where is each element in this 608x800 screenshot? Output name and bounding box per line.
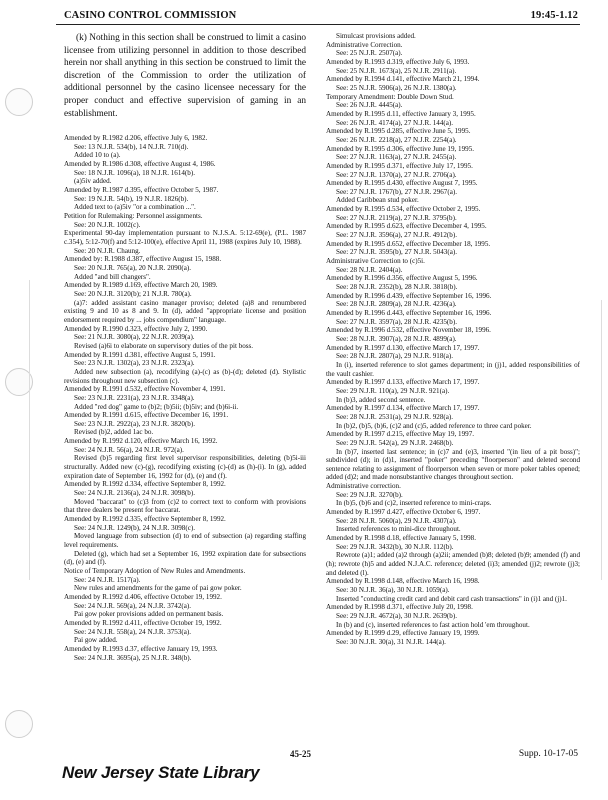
history-note: (a)7: added assistant casino manager proviso; deleted (a)8 and renumbered existing 9 and 10 as 8 and 9. In (d), added "appropriate license and position endorsement required by ... jobs compendium" language.	[64, 298, 306, 324]
history-note: See: 24 N.J.R. 558(a), 24 N.J.R. 3753(a).	[74, 627, 192, 636]
running-header	[56, 6, 580, 25]
history-note: New rules and amendments for the game of pai gow poker.	[74, 584, 242, 593]
header-title: CASINO CONTROL COMMISSION	[64, 10, 237, 21]
history-note: Revised (b)5 regarding first level supervisor responsibilities, deleting (b)5i-iii structurally. Added new (c)-(g), recodifying existing (c)-(d) as (h)-(i). In (g), added expiration date of September 16, 1992 for (d), (e) and (f).	[64, 454, 306, 480]
history-note: Amended by R.1998 d.148, effective March 16, 1998.	[326, 577, 480, 586]
history-note: Amended by R.1995 d.652, effective December 18, 1995.	[326, 239, 491, 248]
history-note: See: 23 N.J.R. 2231(a), 23 N.J.R. 3348(a).	[74, 393, 195, 402]
history-note: Pai gow added.	[74, 636, 118, 645]
punch-hole	[5, 88, 33, 116]
history-note: Moved language from subsection (d) to end of subsection (a) regarding staffing level requirements.	[64, 532, 306, 549]
history-note: Revised (a)6i to elaborate on supervisory duties of the pit boss.	[74, 341, 254, 350]
history-note: Experimental 90-day implementation pursuant to N.J.S.A. 5:12-69(e), (P.L. 1987 c.354), 5:12-70(f) and 5:12-100(e), effective April 11, 1988 (expires July 10, 1988).	[64, 229, 306, 247]
history-note: Amended by R.1992 d.406, effective October 19, 1992.	[64, 592, 222, 601]
history-note: In (i), inserted reference to slot games department; in (j)1, added responsibilities of the vault cashier.	[326, 360, 580, 378]
right-column	[326, 32, 580, 647]
history-note: (a)5iv added.	[74, 177, 112, 186]
history-note: Amended by R.1989 d.169, effective March 20, 1989.	[64, 281, 218, 290]
history-note: See: 19 N.J.R. 54(b), 19 N.J.R. 1826(b).	[74, 194, 189, 203]
history-note: See: 26 N.J.R. 4445(a).	[336, 101, 403, 110]
history-note: Administrative Correction to (c)5i.	[326, 257, 425, 266]
history-note: See: 28 N.J.R. 5060(a), 29 N.J.R. 4307(a).	[336, 516, 457, 525]
history-note: Amended by R.1990 d.323, effective July 2, 1990.	[64, 324, 208, 333]
history-note: Amended by R.1991 d.615, effective December 16, 1991.	[64, 411, 229, 420]
history-note: Inserted references to mini-dice throughout.	[336, 525, 461, 534]
history-note: See: 26 N.J.R. 4174(a), 27 N.J.R. 144(a).	[336, 118, 454, 127]
history-note: See: 21 N.J.R. 3080(a), 22 N.J.R. 2039(a).	[74, 333, 195, 342]
history-note: See: 20 N.J.R. Chaung.	[74, 246, 141, 255]
history-note: Added Caribbean stud poker.	[336, 196, 419, 205]
history-note: See: 27 N.J.R. 1370(a), 27 N.J.R. 2706(a).	[336, 170, 457, 179]
history-note: See: 20 N.J.R. 3120(b); 21 N.J.R. 780(a).	[74, 289, 192, 298]
history-note: Added 10 to (a).	[74, 151, 121, 160]
history-note: See: 28 N.J.R. 2531(a), 29 N.J.R. 928(a).	[336, 412, 454, 421]
history-note: Amended by R.1998 d.371, effective July 20, 1998.	[326, 603, 473, 612]
history-note: Amended by R.1995 d.430, effective August 7, 1995.	[326, 179, 478, 188]
history-note: See: 13 N.J.R. 534(b), 14 N.J.R. 710(d).	[74, 142, 189, 151]
history-note: See: 28 N.J.R. 2807(a), 29 N.J.R. 918(a).	[336, 352, 454, 361]
history-note: Rewrote (a)1; added (a)2 through (a)2ii; amended (b)8; deleted (b)9; amended (f) and (h); rewrote (h)5 and added N.J.A.C. reference; deleted (i)3; amended (j)2; rewrote (j)3; and deleted (l).	[326, 551, 580, 577]
history-note: Administrative correction.	[326, 482, 401, 491]
history-note: Amended by R.1995 d.371, effective July 17, 1995.	[326, 161, 473, 170]
history-note: Amended by R.1997 d.215, effective May 19, 1997.	[326, 430, 475, 439]
history-note: See: 25 N.J.R. 2507(a).	[336, 49, 403, 58]
history-note: Petition for Rulemaking: Personnel assignments.	[64, 212, 203, 221]
history-notes-right	[326, 32, 580, 647]
history-note: See: 29 N.J.R. 110(a), 29 N.J.R. 921(a).	[336, 386, 450, 395]
history-note: Amended by R.1995 d.306, effective June 19, 1995.	[326, 144, 475, 153]
history-note: Amended by R.1993 d.319, effective July 6, 1993.	[326, 57, 470, 66]
history-note: See: 25 N.J.R. 1673(a), 25 N.J.R. 2911(a).	[336, 66, 457, 75]
history-note: Amended by R.1993 d.37, effective January 19, 1993.	[64, 644, 218, 653]
page-number: 45-25	[290, 749, 311, 759]
history-note: Added text to (a)5iv "or a combination ...".	[74, 203, 196, 212]
history-note: Simulcast provisions added.	[336, 32, 416, 40]
history-note: Amended by R.1995 d.11, effective January 3, 1995.	[326, 109, 476, 118]
history-note: Amended by R.1996 d.443, effective September 16, 1996.	[326, 309, 492, 317]
history-note: See: 20 N.J.R. 765(a), 20 N.J.R. 2090(a).	[74, 264, 192, 272]
history-note: Amended by R.1991 d.381, effective August 5, 1991.	[64, 350, 216, 359]
history-note: See: 24 N.J.R. 1249(b), 24 N.J.R. 3098(c).	[74, 523, 195, 532]
history-note: Amended by R.1992 d.411, effective October 19, 1992.	[64, 618, 222, 627]
history-note: Amended by R.1996 d.532, effective November 18, 1996.	[326, 326, 491, 335]
history-note: Administrative Correction.	[326, 40, 403, 49]
history-note: See: 26 N.J.R. 2218(a), 27 N.J.R. 2254(a).	[336, 135, 457, 144]
history-note: See: 25 N.J.R. 5906(a), 26 N.J.R. 1380(a).	[336, 83, 457, 92]
history-note: Amended by R.1986 d.308, effective August 4, 1986.	[64, 160, 216, 169]
history-note: See: 28 N.J.R. 2352(b), 28 N.J.R. 3818(b).	[336, 283, 458, 292]
history-note: Amended by R.1995 d.623, effective December 4, 1995.	[326, 222, 487, 231]
history-note: See: 30 N.J.R. 36(a), 30 N.J.R. 1059(a).	[336, 586, 450, 594]
history-note: In (b) and (c), inserted references to fast action hold 'em throughout.	[336, 620, 530, 629]
history-note: See: 24 N.J.R. 2136(a), 24 N.J.R. 3098(b).	[74, 489, 195, 498]
history-note: Added new subsection (a), recodifying (a)-(c) as (b)-(d); deleted (d). Stylistic revisions throughout new subsection (c).	[64, 367, 306, 385]
history-note: See: 27 N.J.R. 2119(a), 27 N.J.R. 3795(b).	[336, 213, 457, 222]
history-note: Amended by: R.1988 d.387, effective August 15, 1988.	[64, 255, 222, 264]
history-note: See: 24 N.J.R. 56(a), 24 N.J.R. 972(a).	[74, 445, 184, 454]
history-note: Moved "baccarat" to (c)3 from (c)2 to correct text to conform with provisions that three dealers be present for baccarat.	[64, 497, 306, 515]
history-note: See: 28 N.J.R. 2809(a), 28 N.J.R. 4236(a).	[336, 300, 457, 309]
history-note: See: 23 N.J.R. 1302(a), 23 N.J.R. 2323(a).	[74, 359, 195, 368]
history-note: Amended by R.1995 d.285, effective June 5, 1995.	[326, 127, 471, 136]
history-note: Notice of Temporary Adoption of New Rules and Amendments.	[64, 566, 246, 575]
history-note: See: 27 N.J.R. 3596(a), 27 N.J.R. 4912(b).	[336, 231, 457, 240]
history-note: See: 28 N.J.R. 3907(a), 28 N.J.R. 4899(a).	[336, 334, 457, 343]
history-note: Amended by R.1996 d.439, effective September 16, 1996.	[326, 291, 492, 300]
history-note: Amended by R.1991 d.532, effective November 4, 1991.	[64, 385, 226, 394]
scan-margin-mark	[29, 280, 34, 580]
history-note: Amended by R.1997 d.130, effective March 17, 1997.	[326, 343, 480, 352]
history-note: Amended by R.1992 d.335, effective September 8, 1992.	[64, 515, 226, 524]
history-note: See: 29 N.J.R. 542(a), 29 N.J.R. 2468(b).	[336, 438, 454, 447]
history-note: See: 27 N.J.R. 1163(a), 27 N.J.R. 2455(a).	[336, 153, 457, 162]
header-section-number: 19:45-1.12	[530, 10, 578, 21]
history-note: Deleted (g), which had set a September 16, 1992 expiration date for subsections (d), (e) and (f).	[64, 549, 306, 567]
history-note: Amended by R.1994 d.141, effective March 21, 1994.	[326, 75, 480, 84]
history-note: Amended by R.1992 d.334, effective September 8, 1992.	[64, 480, 226, 489]
history-note: Amended by R.1987 d.395, effective October 5, 1987.	[64, 186, 219, 195]
history-note: See: 20 N.J.R. 1002(c).	[74, 220, 141, 229]
scan-margin-mark	[597, 300, 602, 580]
history-note: Amended by R.1996 d.356, effective August 5, 1996.	[326, 274, 478, 283]
history-note: See: 27 N.J.R. 1767(b), 27 N.J.R. 2967(a).	[336, 187, 457, 196]
history-note: Temporary Amendment: Double Down Stud.	[326, 92, 454, 101]
library-stamp: New Jersey State Library	[62, 763, 260, 782]
history-note: See: 18 N.J.R. 1096(a), 18 N.J.R. 1614(b).	[74, 168, 195, 177]
left-column	[64, 32, 306, 662]
history-note: See: 29 N.J.R. 4672(a), 30 N.J.R. 2639(b).	[336, 611, 457, 620]
history-note: See: 28 N.J.R. 2404(a).	[336, 265, 403, 274]
history-note: Amended by R.1995 d.534, effective October 2, 1995.	[326, 205, 481, 214]
history-note: See: 24 N.J.R. 1517(a).	[74, 575, 141, 584]
punch-hole	[5, 710, 33, 738]
history-note: Added "and bill changers".	[74, 272, 151, 281]
history-note: Amended by R.1982 d.206, effective July 6, 1982.	[64, 134, 208, 143]
history-note: Amended by R.1997 d.133, effective March 17, 1997.	[326, 378, 480, 387]
supplement-date: Supp. 10-17-05	[518, 749, 578, 759]
history-note: Pai gow poker provisions added on permanent basis.	[74, 610, 224, 619]
history-note: Amended by R.1997 d.427, effective October 6, 1997.	[326, 508, 481, 517]
history-note: See: 27 N.J.R. 3597(a), 28 N.J.R. 4235(b).	[336, 317, 457, 326]
history-note: Amended by R.1992 d.120, effective March 16, 1992.	[64, 437, 218, 446]
history-note: In (b)3, added second sentence.	[336, 395, 426, 404]
history-note: In (b)5, (b)6 and (c)2, inserted reference to mini-craps.	[336, 499, 492, 508]
history-note: Amended by R.1997 d.134, effective March 17, 1997.	[326, 404, 480, 413]
history-notes-left	[64, 134, 306, 662]
history-note: See: 29 N.J.R. 3270(b).	[336, 490, 403, 499]
history-note: See: 29 N.J.R. 3432(b), 30 N.J.R. 112(b).	[336, 542, 454, 551]
history-note: See: 23 N.J.R. 2922(a), 23 N.J.R. 3820(b).	[74, 419, 195, 428]
history-note: See: 27 N.J.R. 3595(b), 27 N.J.R. 5043(a).	[336, 248, 457, 257]
history-note: In (b)7, inserted last sentence; in (c)7 and (e)3, inserted "(in lieu of a pit boss)"; subdivided (d); in (d)1, inserted "poker" preceding "floorperson" and deleted second sentence relating to assignment of floorperson when seven or more poker tables opened; added (d)2; and made nonsubstantive changes throughout section.	[326, 447, 580, 482]
history-note: Inserted "conducting credit card and debit card cash transactions" in (i)1 and (j)1.	[336, 594, 567, 603]
history-note: Amended by R.1999 d.29, effective January 19, 1999.	[326, 629, 480, 638]
history-note: Added "red dog" game to (b)2; (b)5ii; (b)5iv; and (b)6i-ii.	[74, 402, 239, 411]
history-note: Amended by R.1998 d.18, effective January 5, 1998.	[326, 534, 476, 543]
history-note: In (b)2, (b)5, (b)6, (c)2 and (c)5, added reference to three card poker.	[336, 421, 532, 430]
history-note: See: 30 N.J.R. 30(a), 31 N.J.R. 144(a).	[336, 637, 446, 646]
history-note: See: 24 N.J.R. 3695(a), 25 N.J.R. 348(b).	[74, 653, 192, 662]
history-note: See: 24 N.J.R. 569(a), 24 N.J.R. 3742(a).	[74, 601, 192, 610]
body-paragraph-k: (k) Nothing in this section shall be construed to limit a casino licensee from utilizing personnel in addition to those described herein nor shall anything in this section be construed to limit the discretion of the Commission to order the utilization of additional personnel by the casino licensee necessary for the proper conduct and effective supervision of gaming in an establishment.	[64, 33, 306, 119]
history-note: Revised (b)2, added 1ac bo.	[74, 428, 154, 437]
